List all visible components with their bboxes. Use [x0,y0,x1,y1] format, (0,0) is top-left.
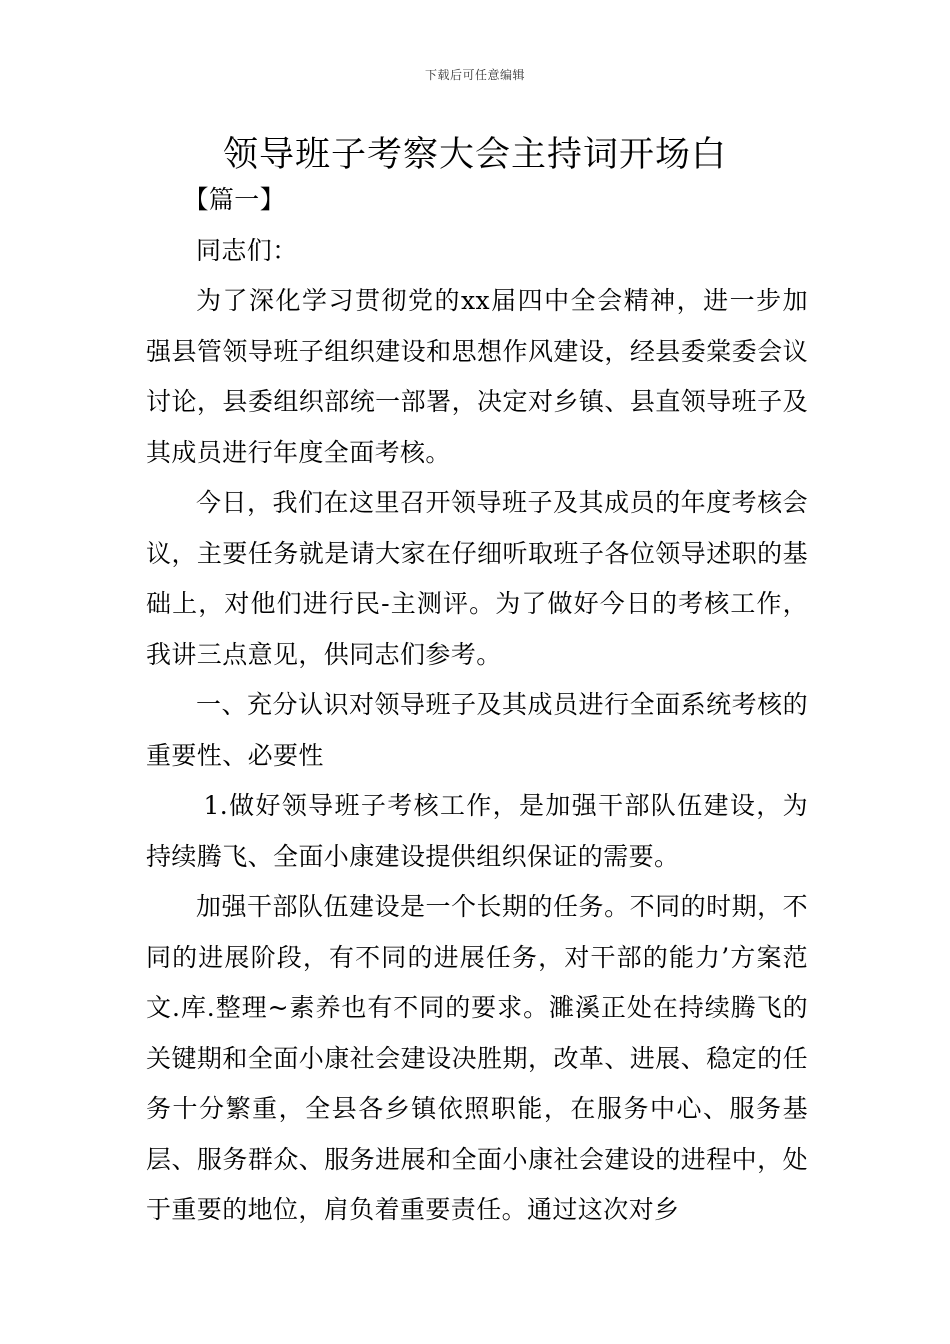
body-paragraph: 加强干部队伍建设是一个长期的任务。不同的时期，不同的进展阶段，有不同的进展任务，对干部的能力’方案范文.库.整理~素养也有不同的要求。濉溪正处在持续腾飞的关键期和全面小康社会建设决胜期，改革、进展、稳定的任务十分繁重，全县各乡镇依照职能，在服务中心、服务基层、服务群众、服务进展和全面小康社会建设的进程中，处于重要的地位，肩负着重要责任。通过这次对乡 [146,892,808,1224]
section-heading-paragraph: 一、充分认识对领导班子及其成员进行全面系统考核的重要性、必要性 [146,690,808,770]
document-title: 领导班子考察大会主持词开场白 [222,135,727,175]
section-label: 【篇一】 [183,185,286,214]
body-paragraph: 为了深化学习贯彻党的xx届四中全会精神，进一步加强县管领导班子组织建设和思想作风建设，经县委棠委会议讨论，县委组织部统一部署，决定对乡镇、县直领导班子及其成员进行年度全面考核。 [146,286,808,467]
numbered-paragraph: 1.做好领导班子考核工作，是加强干部队伍建设，为持续腾飞、全面小康建设提供组织保证的需要。 [146,791,808,871]
body-paragraph: 今日，我们在这里召开领导班子及其成员的年度考核会议，主要任务就是请大家在仔细听取班子各位领导述职的基础上，对他们进行民-主测评。为了做好今日的考核工作，我讲三点意见，供同志们参考。 [146,488,808,669]
salutation-paragraph: 同志们： [196,235,298,265]
document-body [146,175,808,1236]
header-note: 下载后可任意编辑 [424,68,525,82]
